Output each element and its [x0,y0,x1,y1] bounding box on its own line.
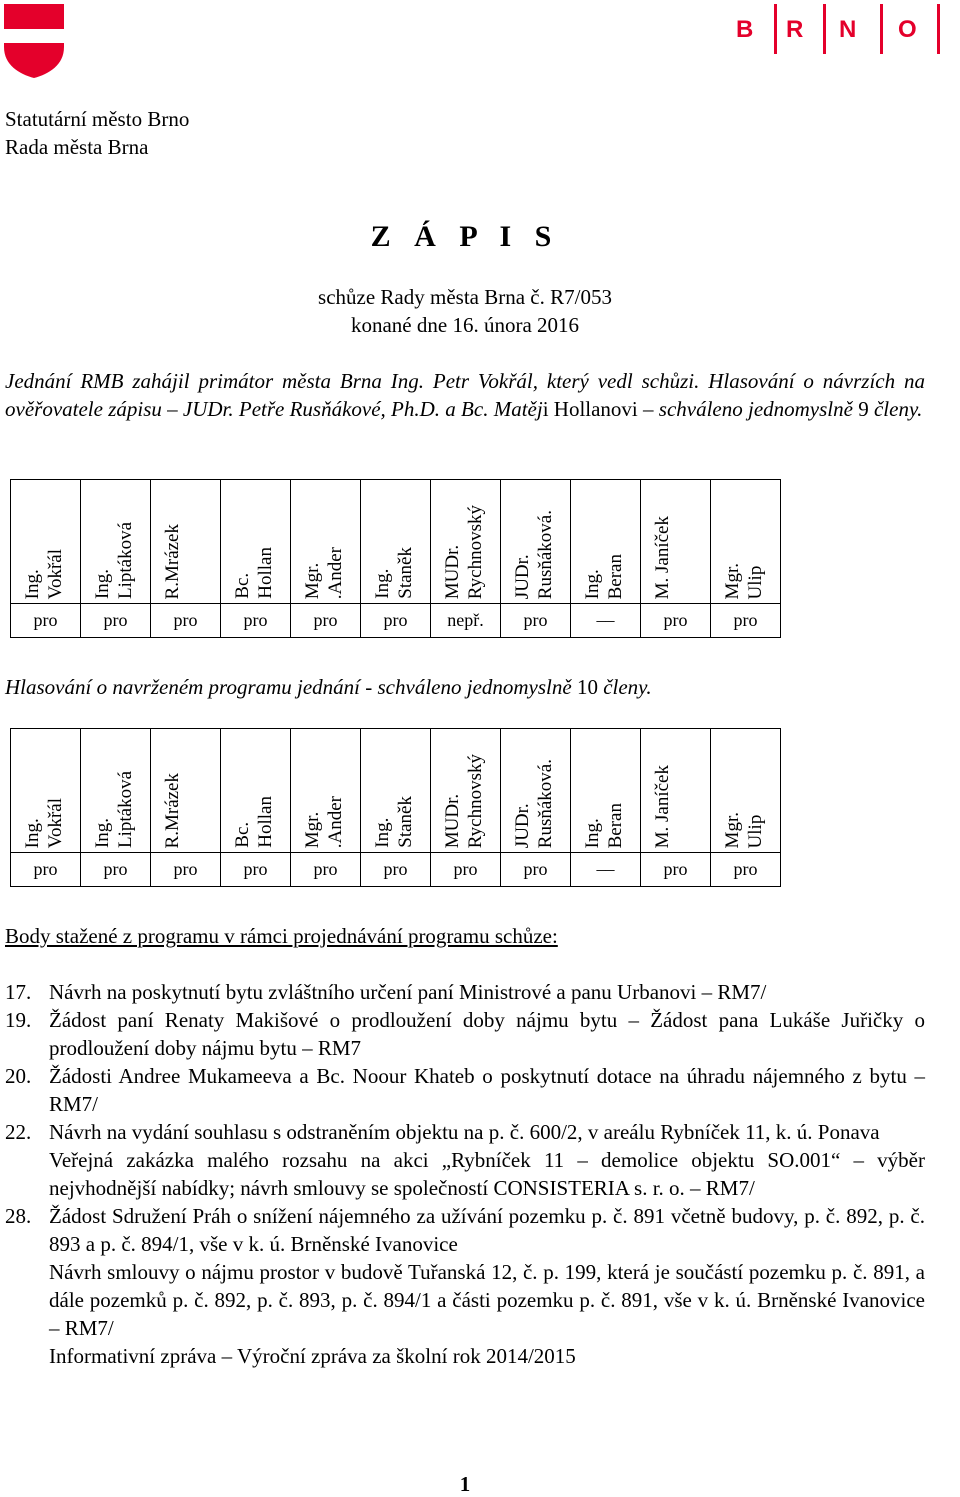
member-name: MUDr. Rychnovský [442,504,486,599]
meeting-number: schůze Rady města Brna č. R7/053 [318,285,612,309]
withdrawn-item [5,1202,925,1370]
logo-letter-r: R [786,16,804,43]
item-number: 17. [5,980,32,1004]
member-header-cell [571,729,641,853]
vote-value-cell: pro [361,604,431,638]
item-body [49,1006,925,1062]
member-name: Mgr. Ulip [722,811,766,848]
member-header-cell [431,729,501,853]
member-name: Mgr. .Ander [302,546,346,599]
intro-paragraph [5,367,925,423]
member-name: M. Janíček [652,515,673,599]
member-header-cell [291,729,361,853]
vote-table-values-row [11,853,781,887]
withdrawn-items-heading: Body stažené z programu v rámci projednávání programu schůze: [5,924,558,948]
withdrawn-item [5,1118,925,1202]
member-name: Ing. Vokřál [22,548,66,599]
vote-value-cell: pro [221,604,291,638]
member-name: Bc. Hollan [232,796,276,848]
member-name: Ing. Beran [582,553,626,599]
member-header-cell [641,480,711,604]
withdrawn-items-list [5,978,925,1370]
vote-value-cell: pro [641,604,711,638]
member-header-cell [711,729,781,853]
member-header-cell [151,729,221,853]
program-vote-text-1: Hlasování o navrženém programu jednání - schváleno jednomyslně [5,675,572,699]
vote-value-cell: pro [641,853,711,887]
intro-text-5: členy. [873,397,923,421]
member-name: Ing. Staněk [372,796,416,848]
vote-table-verifiers [10,479,781,638]
vote-value-cell: pro [361,853,431,887]
program-vote-text-2: 10 [571,675,604,699]
item-text: Žádosti Andree Mukameeva a Bc. Noour Khateb o poskytnutí dotace na úhradu nájemného z bytu – RM7/ [49,1064,925,1116]
item-body [49,978,925,1006]
item-text: Návrh na poskytnutí bytu zvláštního určení paní Ministrové a panu Urbanovi – RM7/ [49,980,767,1004]
member-name: JUDr. Rusňáková. [512,509,556,599]
item-number: 28. [5,1204,32,1228]
member-header-cell [291,480,361,604]
vote-value-cell: pro [221,853,291,887]
vote-table-header-row [11,729,781,853]
vote-value-cell: pro [81,853,151,887]
member-header-cell [11,729,81,853]
vote-value-cell: pro [431,853,501,887]
member-name: Ing. Staněk [372,547,416,599]
intro-text-4: 9 [852,397,874,421]
withdrawn-item [5,1062,925,1118]
member-name: Ing. Vokřál [22,797,66,848]
member-header-cell [501,729,571,853]
withdrawn-item [5,978,925,1006]
vote-table-header-row [11,480,781,604]
member-header-cell [501,480,571,604]
program-vote-text-3: členy. [603,675,652,699]
page-number: 1 [459,1472,471,1496]
item-text: Návrh smlouvy o nájmu prostor v budově Tuřanská 12, č. p. 199, která je součástí pozemku p. č. 891, a dále pozemků p. č. 892, p. č. 893, p. č. 894/1 a části pozemku p. č. 891, vše v k. ú. Brněnské Ivanovice – RM7/ [49,1260,925,1340]
vote-table-values-row [11,604,781,638]
program-vote-paragraph [5,673,925,701]
vote-value-cell: pro [291,853,361,887]
member-header-cell [11,480,81,604]
item-body [49,1062,925,1118]
member-header-cell [151,480,221,604]
item-number: 20. [5,1064,32,1088]
intro-text-1: Jednání RMB zahájil primátor města Brna Ing. Petr Vokřál, který vedl schůzi. Hlasování o návrzích na ověřovatele zápisu – JUDr. Petře Rusňákové, Ph.D. a Bc. Matěj [5,369,925,421]
item-text: Žádost Sdružení Práh o snížení nájemného za užívání pozemku p. č. 891 včetně budovy, p. č. 892, p. č. 893 a p. č. 894/1, vše v k. ú. Brněnské Ivanovice [49,1204,925,1256]
vote-value-cell: –– [571,604,641,638]
member-name: Bc. Hollan [232,547,276,599]
member-name: JUDr. Rusňáková. [512,758,556,848]
meeting-date: konané dne 16. února 2016 [350,313,580,337]
member-name: R.Mrázek [162,772,183,848]
item-text: Návrh na vydání souhlasu s odstraněním objektu na p. č. 600/2, v areálu Rybníček 11, k. ú. Ponava [49,1120,880,1144]
vote-value-cell: pro [151,604,221,638]
document-title: Z Á P I S [370,220,560,253]
logo-letter-o: O [898,16,917,43]
vote-value-cell: pro [501,853,571,887]
item-text: Informativní zpráva – Výroční zpráva za školní rok 2014/2015 [49,1344,576,1368]
logo-letter-n: N [839,16,857,43]
member-header-cell [571,480,641,604]
member-header-cell [361,729,431,853]
vote-value-cell: pro [11,853,81,887]
vote-table-program [10,728,781,887]
member-header-cell [221,729,291,853]
brno-logo [736,2,958,58]
member-name: M. Janíček [652,764,673,848]
item-number: 22. [5,1120,32,1144]
member-header-cell [221,480,291,604]
organization-block [5,105,189,161]
item-number: 19. [5,1008,32,1032]
vote-value-cell: nepř. [431,604,501,638]
member-name: Ing. Liptáková [92,521,136,599]
org-council: Rada města Brna [5,135,149,159]
intro-text-2: i Hollanovi – [542,397,654,421]
vote-value-cell: pro [151,853,221,887]
intro-text-3: schváleno jednomyslně [658,397,853,421]
member-name: Mgr. .Ander [302,795,346,848]
item-body [49,1202,925,1370]
vote-value-cell: pro [711,604,781,638]
item-text: Žádost paní Renaty Makišové o prodloužení doby nájmu bytu – Žádost pana Lukáše Juřičky o prodloužení doby nájmu bytu – RM7 [49,1008,925,1060]
item-body [49,1118,925,1202]
vote-value-cell: pro [711,853,781,887]
member-header-cell [361,480,431,604]
member-header-cell [711,480,781,604]
member-header-cell [81,729,151,853]
member-header-cell [81,480,151,604]
member-name: Mgr. Ulip [722,562,766,599]
member-header-cell [641,729,711,853]
item-text: Veřejná zakázka malého rozsahu na akci „Rybníček 11 – demolice objektu SO.001“ – výběr nejvhodnější nabídky; návrh smlouvy se společností CONSISTERIA s. r. o. – RM7/ [49,1148,925,1200]
member-header-cell [431,480,501,604]
withdrawn-item [5,1006,925,1062]
brno-crest-logo [3,3,65,79]
vote-value-cell: –– [571,853,641,887]
logo-letter-b: B [736,16,754,43]
vote-value-cell: pro [81,604,151,638]
member-name: Ing. Liptáková [92,770,136,848]
vote-value-cell: pro [11,604,81,638]
vote-value-cell: pro [291,604,361,638]
org-name: Statutární město Brno [5,107,190,131]
member-name: Ing. Beran [582,802,626,848]
member-name: MUDr. Rychnovský [442,753,486,848]
vote-value-cell: pro [501,604,571,638]
member-name: R.Mrázek [162,523,183,599]
